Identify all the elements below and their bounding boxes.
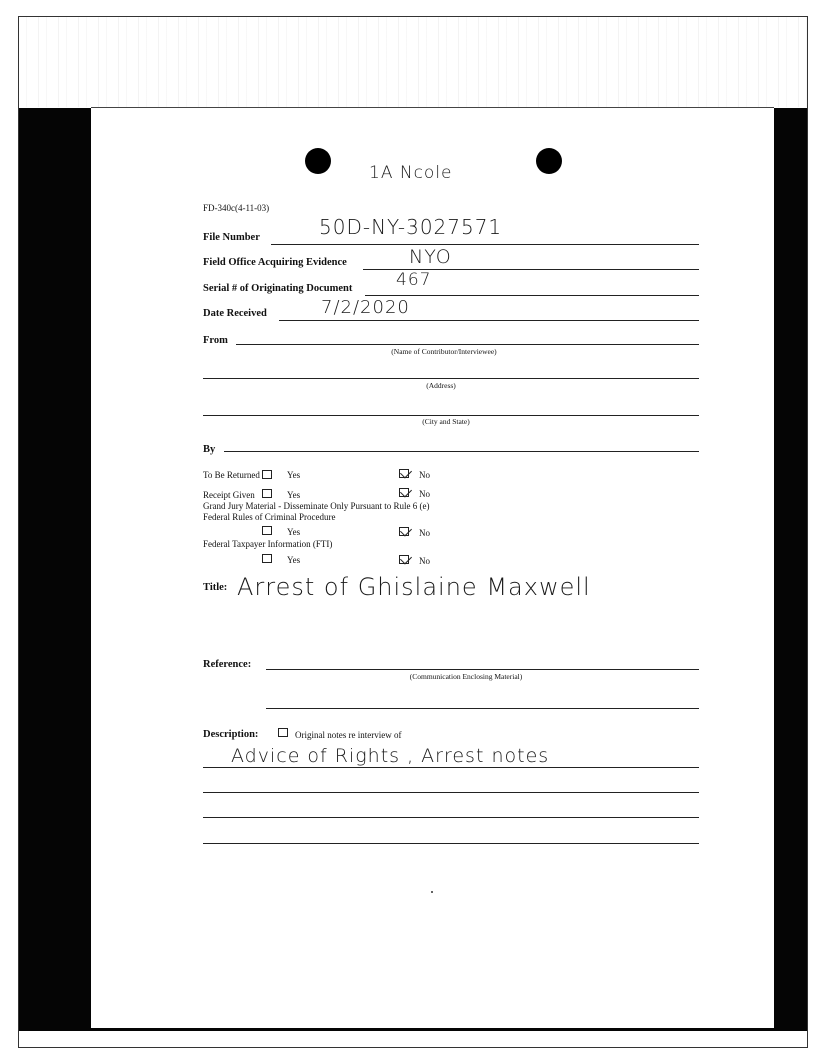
grand-jury-no-checkbox[interactable] <box>399 527 409 536</box>
file-number-label: File Number <box>203 232 260 243</box>
field-office-value: NYO <box>409 246 452 268</box>
serial-value: 467 <box>396 270 432 290</box>
serial-label: Serial # of Originating Document <box>203 283 353 294</box>
to-be-returned-label: To Be Returned <box>203 470 260 480</box>
address-line <box>203 378 699 379</box>
receipt-given-label: Receipt Given <box>203 490 255 500</box>
grand-jury-yes-label: Yes <box>287 527 301 537</box>
fti-no-checkbox[interactable] <box>399 555 409 564</box>
description-line-2 <box>203 792 699 793</box>
fti-yes-label: Yes <box>287 555 301 565</box>
city-state-caption: (City and State) <box>422 417 470 426</box>
form-id: FD-340c(4-11-03) <box>203 203 270 213</box>
description-line-4 <box>203 843 699 844</box>
by-line <box>224 451 699 452</box>
grand-jury-label-2: Federal Rules of Criminal Procedure <box>203 512 336 522</box>
file-number-value: 50D-NY-3027571 <box>319 215 503 239</box>
grand-jury-yes-checkbox[interactable] <box>262 526 272 535</box>
date-received-value: 7/2/2020 <box>321 297 410 318</box>
receipt-given-no-checkbox[interactable] <box>399 488 409 497</box>
scan-speck <box>431 891 433 893</box>
fti-no-label: No <box>419 556 430 566</box>
reference-line-2 <box>266 708 699 709</box>
serial-line <box>365 295 699 296</box>
file-number-line <box>271 244 699 245</box>
receipt-given-no-label: No <box>419 489 430 499</box>
from-name-caption: (Name of Contributor/Interviewee) <box>391 347 497 356</box>
to-be-returned-no-checkbox[interactable] <box>399 469 409 478</box>
description-option-label: Original notes re interview of <box>295 730 402 740</box>
address-caption: (Address) <box>426 381 456 390</box>
scan-edge-left <box>19 108 91 1023</box>
to-be-returned-no-label: No <box>419 470 430 480</box>
by-label: By <box>203 444 216 455</box>
from-line <box>236 344 699 345</box>
to-be-returned-yes-checkbox[interactable] <box>262 470 272 479</box>
scan-edge-right <box>774 108 807 1023</box>
title-label: Title: <box>203 582 228 593</box>
date-received-label: Date Received <box>203 308 267 319</box>
description-line-3 <box>203 817 699 818</box>
date-received-line <box>279 320 699 321</box>
description-value: Advice of Rights , Arrest notes <box>231 745 550 767</box>
punch-hole-left <box>305 148 331 174</box>
grand-jury-no-label: No <box>419 528 430 538</box>
fti-yes-checkbox[interactable] <box>262 554 272 563</box>
description-label: Description: <box>203 729 259 740</box>
description-checkbox[interactable] <box>278 728 288 737</box>
from-label: From <box>203 335 228 346</box>
evidence-form-page <box>91 107 774 1028</box>
handwritten-annotation: 1A Ncole <box>369 163 453 183</box>
receipt-given-yes-checkbox[interactable] <box>262 489 272 498</box>
fti-label: Federal Taxpayer Information (FTI) <box>203 539 333 549</box>
field-office-label: Field Office Acquiring Evidence <box>203 257 347 268</box>
to-be-returned-yes-label: Yes <box>287 470 301 480</box>
grand-jury-label: Grand Jury Material - Disseminate Only Pursuant to Rule 6 (e) <box>203 501 430 511</box>
reference-label: Reference: <box>203 659 252 670</box>
city-state-line <box>203 415 699 416</box>
title-value: Arrest of Ghislaine Maxwell <box>237 573 591 601</box>
reference-caption: (Communication Enclosing Material) <box>409 672 523 681</box>
reference-line <box>266 669 699 670</box>
description-line-1 <box>203 767 699 768</box>
scan-noise-top <box>19 17 807 107</box>
punch-hole-right <box>536 148 562 174</box>
receipt-given-yes-label: Yes <box>287 490 301 500</box>
